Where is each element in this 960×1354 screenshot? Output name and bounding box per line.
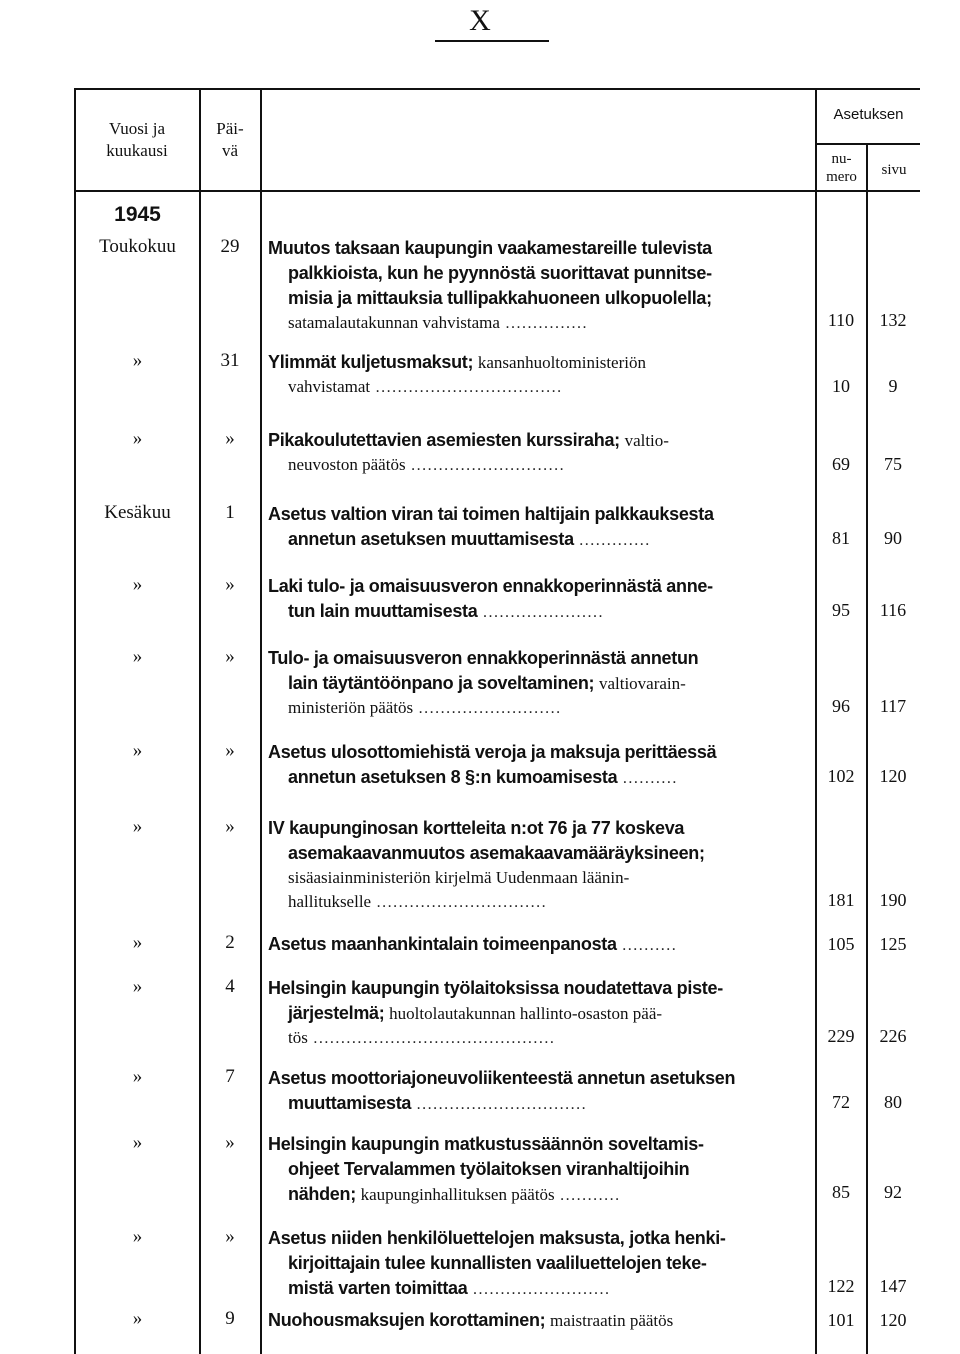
description-text: valtio- [624,431,669,450]
row-numero: 102 [827,766,855,786]
description-text: Asetus niiden henkilöluettelojen maksusta, jotka henki- [268,1228,726,1248]
header-day [201,118,259,162]
description-text: lain täytäntöönpano ja soveltaminen; [288,673,599,693]
row-month: Toukokuu [99,236,176,257]
leader-dots: ............................... [371,894,548,911]
row-sivu: 190 [879,890,907,910]
description-line [268,261,808,286]
row-month: » [132,350,143,371]
row-sivu: 147 [879,1276,907,1296]
description-text: Asetus maanhankintalain toimeenpanosta [268,934,617,954]
table-divider-desc-numero [815,88,817,1354]
description-text: kirjoittajain tulee kunnallisten vaaliluettelojen teke- [288,1253,707,1273]
description-line [268,1157,808,1182]
asetuksen-underline [815,143,920,145]
row-day: » [225,1132,235,1153]
row-sivu: 75 [884,454,902,474]
description-text: Muutos taksaan kaupungin vaakamestareille tulevista [268,238,712,258]
page-number: X [469,4,491,37]
leader-dots: .......................... [413,700,562,717]
row-sivu: 90 [884,528,902,548]
description-text: valtiovarain- [598,674,686,693]
description-text: Laki tulo- ja omaisuusveron ennakkoperinnästä anne- [268,576,713,596]
row-numero: 229 [827,1026,855,1046]
row-month: » [132,1132,143,1153]
description-line [268,976,808,1001]
leader-dots: ......................... [467,1281,611,1298]
leader-dots: ...................... [477,604,604,621]
description-line [268,1251,808,1276]
row-day: » [225,646,235,667]
description-text: neuvoston päätös [288,455,406,474]
description-line [268,696,808,721]
row-sivu: 125 [879,934,907,954]
description-text: muuttamisesta [288,1093,412,1113]
row-day: » [225,740,235,761]
description-line [268,671,808,696]
row-sivu: 92 [884,1182,902,1202]
row-sivu: 120 [879,1310,907,1330]
row-description [268,1226,808,1302]
header-day-line1: Päi- [216,119,244,138]
header-top-rule [74,88,920,90]
description-line [268,1226,808,1251]
row-numero: 95 [832,600,850,620]
description-line [268,1276,808,1302]
row-day: 4 [225,976,235,997]
leader-dots: ............................ [405,457,566,474]
table-left-border [74,88,76,1354]
row-description [268,740,808,791]
description-line [268,1308,808,1333]
row-month: » [132,932,143,953]
table-divider-day-desc [260,88,262,1354]
row-day: 9 [225,1308,235,1329]
description-line [268,236,808,261]
row-numero: 181 [827,890,855,910]
description-line [268,1001,808,1026]
leader-dots: .......... [616,937,678,954]
table-divider-month-day [199,88,201,1354]
row-numero: 101 [827,1310,855,1330]
description-text: nähden; [288,1184,361,1204]
description-text: sisäasiainministeriön kirjelmä Uudenmaan läänin- [288,868,630,887]
description-line [268,375,808,400]
row-month: Kesäkuu [104,502,171,523]
row-numero: 110 [827,310,855,330]
leader-dots: ........... [554,1187,621,1204]
row-day: » [225,574,235,595]
row-sivu: 226 [879,1026,907,1046]
description-text: satamalautakunnan vahvistama [288,313,500,332]
row-month: » [132,428,143,449]
row-day: 31 [220,350,240,371]
description-text: maistraatin päätös [550,1311,674,1330]
header-year-month [76,118,198,162]
description-text: annetun asetuksen muuttamisesta [288,529,574,549]
row-day: » [225,816,235,837]
description-text: Helsingin kaupungin työlaitoksissa noudatettava piste- [268,978,723,998]
row-description [268,1308,808,1333]
description-text: asemakaavanmuutos asemakaavamääräyksineen; [288,843,705,863]
row-numero: 105 [827,934,855,954]
description-line [268,286,808,311]
description-line [268,1182,808,1208]
row-month: » [132,816,143,837]
description-text: Asetus valtion viran tai toimen haltijain palkkauksesta [268,504,714,524]
header-bottom-rule [74,190,920,192]
header-sivu: sivu [881,162,907,178]
description-line [268,453,808,478]
row-sivu: 120 [879,766,907,786]
description-text: huoltolautakunnan hallinto-osaston pää- [389,1004,663,1023]
header-year-month-line2: kuukausi [106,141,168,160]
row-description [268,646,808,721]
description-text: Asetus ulosottomiehistä veroja ja maksuja perittäessä [268,742,717,762]
header-numero [817,150,866,186]
leader-dots: .................................. [370,379,563,396]
row-description [268,1066,808,1117]
leader-dots: ............................................ [307,1030,556,1047]
description-text: kansanhuoltoministeriön [477,353,646,372]
leader-dots: ............... [499,315,588,332]
description-line [268,765,808,791]
description-line [268,574,808,599]
row-description [268,502,808,553]
row-numero: 69 [832,454,850,474]
description-line [268,1132,808,1157]
row-description [268,976,808,1051]
row-numero: 10 [832,376,850,396]
header-year-month-line1: Vuosi ja [108,119,166,138]
row-day: 29 [220,236,240,257]
row-description [268,574,808,625]
description-text: tun lain muuttamisesta [288,601,478,621]
row-description [268,1132,808,1208]
row-month: » [132,646,143,667]
row-numero: 81 [832,528,850,548]
description-text: Nuohousmaksujen korottaminen; [268,1310,551,1330]
description-text: annetun asetuksen 8 §:n kumoamisesta [288,767,618,787]
header-numero-line1: nu- [831,151,852,167]
description-line [268,866,808,890]
description-text: järjestelmä; [288,1003,390,1023]
leader-dots: .......... [617,770,678,787]
row-month: » [132,1226,143,1247]
description-text: Helsingin kaupungin matkustussäännön soveltamis- [268,1134,704,1154]
leader-dots: ............. [573,532,651,549]
description-text: misia ja mittauksia tullipakkahuoneen ulkopuolella; [288,288,712,308]
row-description [268,428,808,478]
row-sivu: 117 [879,696,907,716]
row-description [268,350,808,400]
description-text: Asetus moottoriajoneuvoliikenteestä annetun asetuksen [268,1068,736,1088]
description-text: Tulo- ja omaisuusveron ennakkoperinnästä annetun [268,648,699,668]
description-line [268,890,808,915]
row-numero: 122 [827,1276,855,1296]
row-month: » [132,740,143,761]
row-day: 7 [225,1066,235,1087]
description-line [268,428,808,453]
description-line [268,841,808,866]
row-month: » [132,574,143,595]
row-numero: 96 [832,696,850,716]
row-sivu: 116 [879,600,907,620]
description-line [268,1091,808,1117]
description-line [268,932,808,958]
row-day: » [225,1226,235,1247]
header-asetuksen: Asetuksen [833,106,904,123]
row-description [268,816,808,915]
row-sivu: 9 [888,376,898,396]
page-number-rule [435,40,549,42]
row-month: » [132,1066,143,1087]
description-line [268,350,808,375]
row-day: 1 [225,502,235,523]
description-text: hallitukselle [288,892,372,911]
description-line [268,646,808,671]
description-line [268,1066,808,1091]
description-text: Pikakoulutettavien asemiesten kurssiraha; [268,430,625,450]
description-line [268,311,808,336]
year-label: 1945 [114,203,161,226]
row-day: » [225,428,235,449]
row-description [268,932,808,958]
row-month: » [132,976,143,997]
row-month: » [132,1308,143,1329]
row-numero: 72 [832,1092,850,1112]
header-numero-line2: mero [826,169,857,185]
description-text: vahvistamat [288,377,371,396]
row-sivu: 80 [884,1092,902,1112]
header-day-line2: vä [221,141,239,160]
description-text: mistä varten toimittaa [288,1278,468,1298]
description-line [268,599,808,625]
row-day: 2 [225,932,235,953]
description-line [268,1026,808,1051]
leader-dots: ............................... [411,1096,588,1113]
row-sivu: 132 [879,310,907,330]
description-text: Ylimmät kuljetusmaksut; [268,352,478,372]
row-description [268,236,808,336]
description-line [268,816,808,841]
description-text: ministeriön päätös [288,698,414,717]
description-text: tös [288,1028,308,1047]
row-numero: 85 [832,1182,850,1202]
description-text: kaupunginhallituksen päätös [360,1185,555,1204]
description-text: ohjeet Tervalammen työlaitoksen viranhaltijoihin [288,1159,690,1179]
description-line [268,502,808,527]
description-text: palkkioista, kun he pyynnöstä suorittavat punnitse- [288,263,712,283]
description-line [268,740,808,765]
description-text: IV kaupunginosan kortteleita n:ot 76 ja 77 koskeva [268,818,685,838]
description-line [268,527,808,553]
